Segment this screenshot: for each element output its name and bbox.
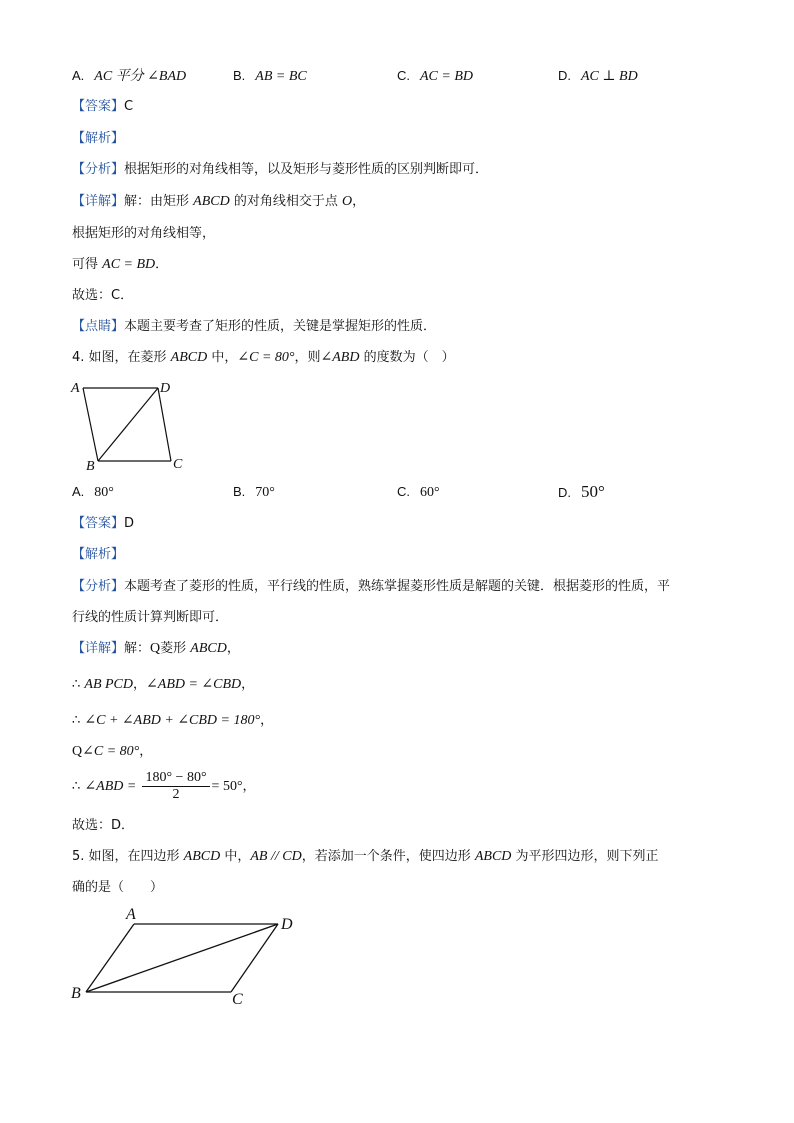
text: 解： xyxy=(124,641,151,656)
math: ∠ABD = xyxy=(84,779,137,794)
text: 行线的性质计算判断即可． xyxy=(72,610,229,625)
q4-step3 xyxy=(72,742,152,762)
q3-answer xyxy=(72,97,133,117)
math: ABCD xyxy=(183,849,221,864)
q3-fenxi xyxy=(72,160,488,180)
option-text: 60° xyxy=(420,485,440,500)
option-letter: D. xyxy=(558,485,571,500)
math: ABCD xyxy=(170,350,208,365)
math: = 50° xyxy=(211,779,243,794)
q4-fenxi xyxy=(72,577,670,597)
vertex-c-label: C xyxy=(232,991,243,1008)
option-letter: C. xyxy=(397,484,410,499)
text: 解：由矩形 xyxy=(124,194,194,209)
text: 菱形 xyxy=(160,641,191,656)
text: 故选：D． xyxy=(72,818,135,833)
text: 可得 xyxy=(72,257,103,272)
q4-answer xyxy=(72,514,134,534)
q5-stem xyxy=(72,847,659,867)
vertex-b-label: B xyxy=(86,459,95,474)
option-text: AB = BC xyxy=(255,69,307,84)
math: AB PCD xyxy=(84,677,134,692)
q4-step4 xyxy=(72,770,256,804)
q4-option-b xyxy=(233,482,275,503)
fenxi-tag: 【分析】 xyxy=(72,162,125,177)
option-letter: B. xyxy=(233,484,246,499)
vertex-b-label: B xyxy=(71,985,81,1002)
q3-option-b xyxy=(233,66,307,87)
text: ， xyxy=(242,779,256,794)
text: ∴ xyxy=(72,713,85,728)
answer-tag: 【答案】 xyxy=(72,516,125,531)
text: ， xyxy=(260,713,274,728)
text: ∴ xyxy=(72,779,85,794)
text: ， xyxy=(133,677,147,692)
vertex-a-label: A xyxy=(71,381,80,396)
edge-ab xyxy=(83,388,98,461)
answer-value: D xyxy=(124,516,135,531)
text: 5. 如图，在四边形 xyxy=(72,849,184,864)
fraction-numerator: 180° − 80° xyxy=(142,770,209,787)
edge-dc xyxy=(231,924,278,992)
fraction xyxy=(142,770,209,803)
analysis-tag: 【解析】 xyxy=(72,131,125,146)
text: ， xyxy=(241,677,255,692)
answer-tag: 【答案】 xyxy=(72,99,125,114)
q3-choose xyxy=(72,286,133,306)
math: AC = BD xyxy=(102,257,156,272)
xiangjie-tag: 【详解】 xyxy=(72,641,125,656)
q4-step2 xyxy=(72,711,273,731)
option-text: AC ⊥ BD xyxy=(581,69,638,84)
option-letter: D. xyxy=(558,68,571,83)
text: 确的是（ ） xyxy=(72,880,164,895)
q3-option-c xyxy=(397,66,473,87)
vertex-d-label: D xyxy=(281,916,293,933)
q4-rhombus-figure xyxy=(68,378,198,474)
xiangjie-tag: 【详解】 xyxy=(72,194,125,209)
q4-choose xyxy=(72,816,134,836)
vertex-a-label: A xyxy=(126,906,136,923)
text: 的对角线相交于点 xyxy=(229,194,342,209)
q5-parallelogram-figure xyxy=(68,904,308,1008)
q3-xiangjie xyxy=(72,192,365,212)
math: O xyxy=(341,194,353,209)
text: 故选：C． xyxy=(72,288,134,303)
edge-ab xyxy=(86,924,134,992)
text: ， xyxy=(139,744,153,759)
q4-step1 xyxy=(72,675,254,695)
text: 根据矩形的对角线相等， xyxy=(72,226,216,241)
option-text: 80° xyxy=(94,485,114,500)
q4-fenxi-cont xyxy=(72,608,228,628)
q3-option-d xyxy=(558,66,638,87)
option-letter: A. xyxy=(72,484,85,499)
option-text: AC 平分 ∠BAD xyxy=(94,69,187,84)
option-text: AC = BD xyxy=(420,69,473,84)
q4-analysis-heading xyxy=(72,545,124,565)
math: ∠C = 80° xyxy=(237,350,295,365)
text: ∴ xyxy=(72,677,85,692)
q4-option-a xyxy=(72,482,114,503)
q3-analysis-heading xyxy=(72,129,124,149)
text: 为平形四边形，则下列正 xyxy=(511,849,659,864)
text: ， xyxy=(226,641,240,656)
math: ∠ABD xyxy=(320,350,360,365)
option-text: 70° xyxy=(255,485,275,500)
q3-dianjing xyxy=(72,317,436,337)
text: ， xyxy=(352,194,366,209)
text: 中， xyxy=(207,350,238,365)
option-text: 50° xyxy=(581,482,605,501)
math: Q xyxy=(72,744,83,759)
math: Q xyxy=(150,641,161,656)
option-letter: B. xyxy=(233,68,246,83)
q3-line2 xyxy=(72,224,215,244)
q4-stem xyxy=(72,348,455,368)
vertex-c-label: C xyxy=(173,457,183,472)
vertex-d-label: D xyxy=(160,381,171,396)
option-letter: A. xyxy=(72,68,85,83)
math: ∠C = 80° xyxy=(82,744,140,759)
q3-line3 xyxy=(72,255,168,275)
text: 4. 如图，在菱形 xyxy=(72,350,171,365)
q5-stem-cont xyxy=(72,878,163,898)
text: ，则 xyxy=(294,350,321,365)
text: ，若添加一个条件，使四边形 xyxy=(301,849,475,864)
math: ABCD xyxy=(193,194,230,209)
text: ． xyxy=(155,257,169,272)
answer-value: C xyxy=(124,99,134,114)
option-letter: C. xyxy=(397,68,410,83)
analysis-tag: 【解析】 xyxy=(72,547,125,562)
text: 本题主要考查了矩形的性质，关键是掌握矩形的性质． xyxy=(124,319,437,334)
dianjing-tag: 【点睛】 xyxy=(72,319,125,334)
text: 中， xyxy=(220,849,251,864)
diagonal-bd xyxy=(86,924,278,992)
math: AB // CD xyxy=(250,849,302,864)
q3-option-a xyxy=(72,66,186,87)
text: 本题考查了菱形的性质，平行线的性质，熟练掌握菱形性质是解题的关键．根据菱形的性质，平 xyxy=(124,579,671,594)
math: ∠C + ∠ABD + ∠CBD = 180° xyxy=(84,713,261,728)
q4-xiangjie xyxy=(72,639,240,659)
q4-option-c xyxy=(397,482,440,503)
fraction-denominator: 2 xyxy=(172,787,180,802)
edge-dc xyxy=(158,388,171,461)
math: ABCD xyxy=(474,849,512,864)
diagonal-bd xyxy=(98,388,158,461)
fenxi-text: 根据矩形的对角线相等，以及矩形与菱形性质的区别判断即可． xyxy=(124,162,489,177)
text: 的度数为（ ） xyxy=(359,350,455,365)
math: ABCD xyxy=(190,641,227,656)
fenxi-tag: 【分析】 xyxy=(72,579,125,594)
math: ∠ABD = ∠CBD xyxy=(146,677,242,692)
q4-option-d xyxy=(558,482,605,504)
